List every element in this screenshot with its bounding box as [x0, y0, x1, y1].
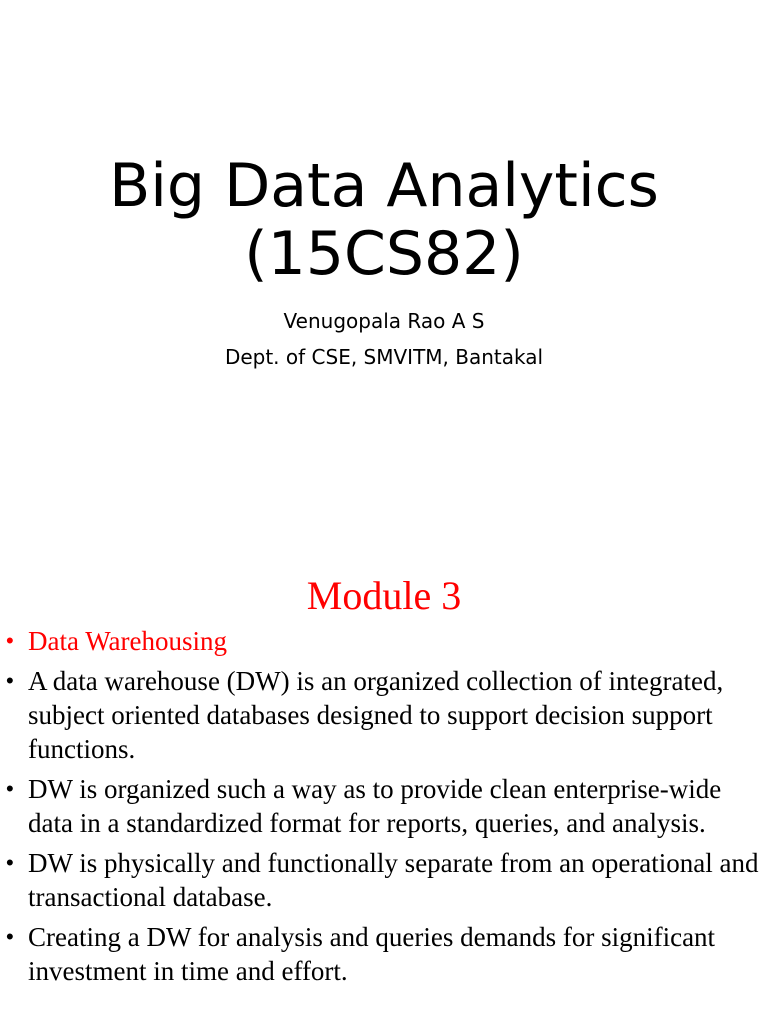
bullet-item-dw-separation — [0, 846, 768, 914]
bullet-dot-icon: • — [6, 850, 14, 875]
bullet-dot-icon: • — [6, 628, 14, 653]
bullet-text: DW is organized such a way as to provide clean enterprise-wide data in a standardized format for reports, queries, and analysis. — [28, 774, 722, 838]
slide-title-line-1: Big Data Analytics — [109, 151, 659, 221]
bullet-item-data-warehousing — [0, 624, 768, 658]
author-affiliation: Dept. of CSE, SMVITM, Bantakal — [224, 345, 544, 369]
bullet-text: A data warehouse (DW) is an organized collection of integrated, subject oriented databases designed to support decision support functions. — [28, 666, 724, 764]
author-name: Venugopala Rao A S — [283, 309, 485, 333]
bullet-text: DW is physically and functionally separate from an operational and transactional database. — [28, 848, 759, 912]
bullet-dot-icon: • — [6, 924, 14, 949]
bullet-list — [0, 624, 768, 994]
bullet-text: Creating a DW for analysis and queries demands for significant investment in time and effort. — [28, 922, 716, 986]
bullet-text: Data Warehousing — [28, 626, 228, 656]
bullet-item-dw-organization — [0, 772, 768, 840]
module-slide — [0, 560, 768, 1024]
bullet-dot-icon: • — [6, 668, 14, 693]
bullet-item-dw-investment — [0, 920, 768, 988]
bullet-item-dw-definition — [0, 664, 768, 766]
slide-title-line-2: (15CS82) — [244, 219, 524, 289]
module-heading: Module 3 — [306, 573, 462, 618]
bullet-dot-icon: • — [6, 776, 14, 801]
